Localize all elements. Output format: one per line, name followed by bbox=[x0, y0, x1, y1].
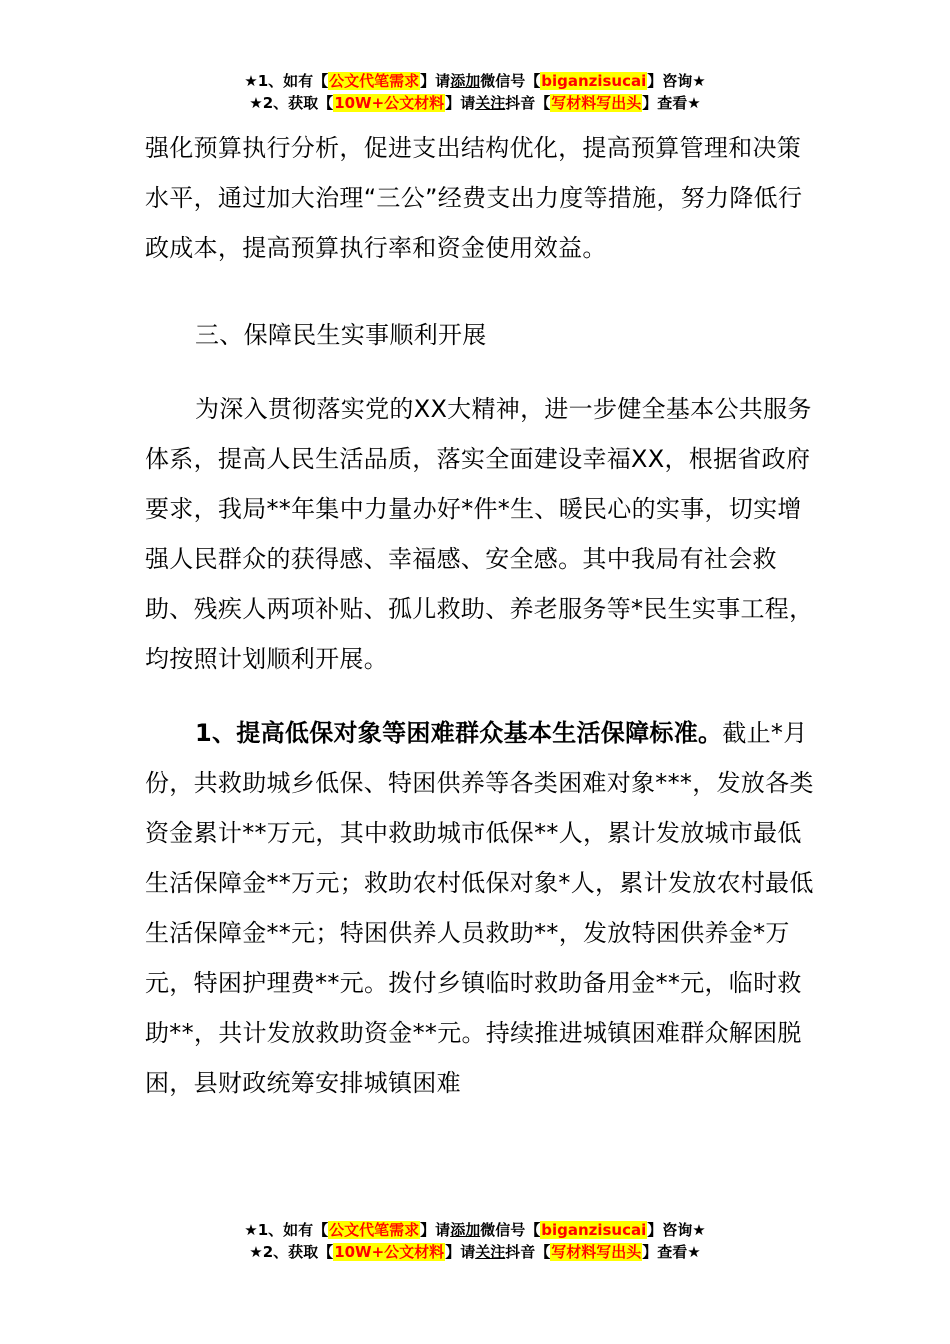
paragraph-budget: 强化预算执行分析，促进支出结构优化，提高预算管理和决策水平，通过加大治理“三公”经费支出力度等措施，努力降低行政成本，提高预算执行率和资金使用效益。 bbox=[145, 134, 803, 262]
banner-text: 】请 bbox=[445, 1243, 476, 1261]
paragraph-subsistence bbox=[145, 708, 815, 1108]
banner-text: 】查看★ bbox=[642, 94, 701, 112]
banner-text: 】咨询★ bbox=[647, 72, 706, 90]
banner-highlight-service: 公文代笔需求 bbox=[329, 72, 420, 90]
footer-banner-line-2 bbox=[0, 1241, 950, 1263]
banner-underlined-text: 添加 bbox=[450, 72, 481, 90]
banner-text: ★1、如有【 bbox=[244, 1221, 329, 1239]
document-body bbox=[145, 123, 815, 1108]
banner-text: 】咨询★ bbox=[647, 1221, 706, 1239]
banner-text: ★2、获取【 bbox=[249, 94, 334, 112]
banner-text: 】请 bbox=[420, 72, 451, 90]
header-banner bbox=[0, 70, 950, 114]
banner-text: 】请 bbox=[420, 1221, 451, 1239]
banner-highlight-materials: 10W+公文材料 bbox=[334, 94, 445, 112]
banner-highlight-service: 公文代笔需求 bbox=[329, 1221, 420, 1239]
banner-text: ★2、获取【 bbox=[249, 1243, 334, 1261]
header-banner-line-2 bbox=[0, 92, 950, 114]
banner-text: 微信号【 bbox=[480, 72, 541, 90]
section-heading: 三、保障民生实事顺利开展 bbox=[195, 321, 487, 349]
paragraph-livelihood: 为深入贯彻落实党的XX大精神，进一步健全基本公共服务体系，提高人民生活品质，落实全面建设幸福XX，根据省政府要求，我局**年集中力量办好*件*生、暖民心的实事，切实增强人民群众的获得感、幸福感、安全感。其中我局有社会救助、残疾人两项补贴、孤儿救助、养老服务等*民生实事工程，均按照计划顺利开展。 bbox=[145, 395, 814, 673]
footer-banner bbox=[0, 1219, 950, 1263]
banner-text: 】查看★ bbox=[642, 1243, 701, 1261]
banner-highlight-materials: 10W+公文材料 bbox=[334, 1243, 445, 1261]
banner-underlined-text: 关注 bbox=[475, 94, 506, 112]
banner-highlight-douyin: 写材料写出头 bbox=[551, 94, 642, 112]
banner-text: ★1、如有【 bbox=[244, 72, 329, 90]
banner-text: 】请 bbox=[445, 94, 476, 112]
banner-underlined-text: 添加 bbox=[450, 1221, 481, 1239]
banner-highlight-wechat-id: biganzisucai bbox=[541, 1221, 647, 1239]
banner-text: 微信号【 bbox=[480, 1221, 541, 1239]
footer-banner-line-1 bbox=[0, 1219, 950, 1241]
header-banner-line-1 bbox=[0, 70, 950, 92]
banner-highlight-wechat-id: biganzisucai bbox=[541, 72, 647, 90]
banner-underlined-text: 关注 bbox=[475, 1243, 506, 1261]
paragraph-subsistence-text: 截止*月份，共救助城乡低保、特困供养等各类困难对象***，发放各类资金累计**万元，其中救助城市低保**人，累计发放城市最低生活保障金**万元；救助农村低保对象*人，累计发放农村最低生活保障金**元；特困供养人员救助**，发放特困供养金*万元，特困护理费**元。拨付乡镇临时救助备用金**元，临时救助**，共计发放救助资金**元。持续推进城镇困难群众解困脱困，县财政统筹安排城镇困难 bbox=[145, 719, 814, 1097]
banner-highlight-douyin: 写材料写出头 bbox=[551, 1243, 642, 1261]
subheading-bold: 1、提高低保对象等困难群众基本生活保障标准。 bbox=[195, 719, 723, 747]
banner-text: 抖音【 bbox=[505, 94, 551, 112]
banner-text: 抖音【 bbox=[505, 1243, 551, 1261]
